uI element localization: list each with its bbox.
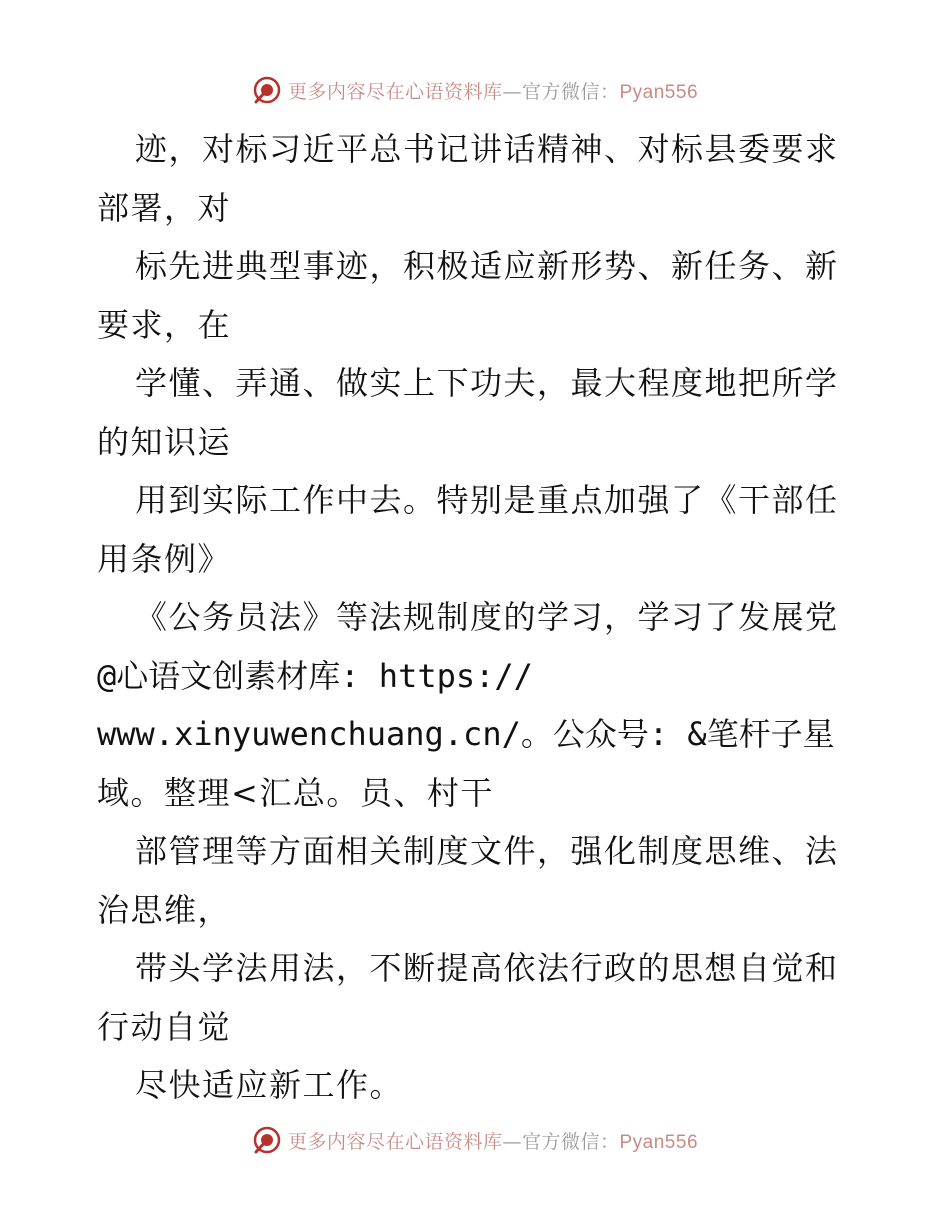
body-line: 用条例》: [97, 539, 232, 578]
pen-logo-icon: [252, 1125, 282, 1155]
pen-logo-icon: [252, 75, 282, 105]
watermark-id: Pyan556: [619, 1131, 699, 1153]
body-line: 用到实际工作中去。特别是重点加强了《干部任: [135, 481, 839, 519]
body-line: 治思维，: [97, 890, 232, 929]
watermark-main: 更多内容尽在心语资料库: [287, 80, 503, 103]
body-line: 带头学法用法，不断提高依法行政的思想自觉和: [135, 949, 839, 987]
body-line: 尽快适应新工作。: [135, 1066, 404, 1104]
watermark-text: [288, 1127, 698, 1154]
body-line: 的知识运: [97, 422, 232, 461]
body-line: 部署，对: [97, 188, 232, 227]
header-watermark: [0, 70, 950, 110]
body-line: 域。整理<汇总。员、村干: [97, 773, 494, 812]
watermark-alt: 官方微信：: [521, 80, 620, 103]
watermark-sep: —: [502, 1130, 522, 1153]
watermark-sep: —: [502, 80, 522, 103]
body-line: 标先进典型事迹，积极适应新形势、新任务、新: [135, 247, 839, 285]
body-line: 迹，对标习近平总书记讲话精神、对标县委要求: [135, 130, 839, 168]
watermark-id: Pyan556: [619, 81, 699, 103]
document-body: [97, 120, 857, 1115]
watermark-alt: 官方微信：: [521, 1130, 620, 1153]
footer-watermark: [0, 1120, 950, 1160]
body-line: 部管理等方面相关制度文件，强化制度思维、法: [135, 832, 839, 870]
watermark-text: [288, 77, 698, 104]
body-line: 行动自觉: [97, 1007, 232, 1046]
body-line: www.xinyuwenchuang.cn/。公众号: &笔杆子星: [97, 715, 835, 753]
body-line: 学懂、弄通、做实上下功夫，最大程度地把所学: [135, 364, 839, 402]
body-line: 要求，在: [97, 305, 232, 344]
body-line: @心语文创素材库: https://: [97, 656, 533, 695]
body-line: 《公务员法》等法规制度的学习，学习了发展党: [135, 598, 839, 636]
watermark-main: 更多内容尽在心语资料库: [287, 1130, 503, 1153]
